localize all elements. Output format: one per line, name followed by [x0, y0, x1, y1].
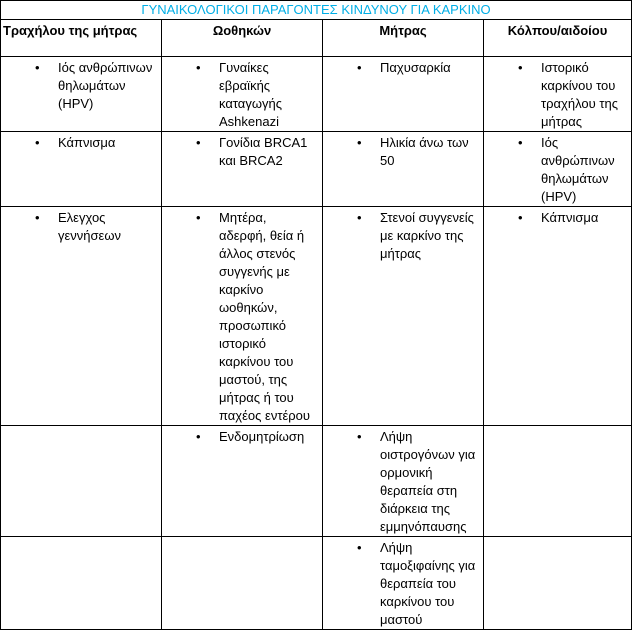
cell-vagina-vulva: [484, 132, 632, 207]
list-item: [162, 59, 322, 131]
bullet-icon: •: [518, 60, 523, 75]
list-item: [1, 59, 161, 113]
cell-uterus: [323, 426, 484, 537]
list-item-text: Γονίδια BRCA1 και BRCA2: [219, 135, 308, 168]
cell-ovaries: [162, 57, 323, 132]
bullet-icon: •: [196, 60, 201, 75]
cell-cervix: [1, 537, 162, 630]
cell-uterus: [323, 57, 484, 132]
list-item-text: Μητέρα, αδερφή, θεία ή άλλος στενός συγγενής με καρκίνο ωοθηκών, προσωπικό ιστορικό καρκίνου του μαστού, της μήτρας ή του παχέος εντέρου: [219, 210, 310, 423]
list-item: [484, 134, 631, 206]
bullet-icon: •: [35, 210, 40, 225]
list-item-text: Λήψη ταμοξιφαίνης για θεραπεία του καρκίνου του μαστού: [380, 540, 476, 627]
bullet-icon: •: [196, 135, 201, 150]
list-item-text: Ιός ανθρώπινων θηλωμάτων (HPV): [541, 135, 615, 204]
list-item: [323, 59, 483, 77]
header-cervix: Τραχήλου της μήτρας: [1, 20, 162, 57]
cell-vagina-vulva: [484, 537, 632, 630]
table-row: [1, 57, 632, 132]
bullet-icon: •: [357, 429, 362, 444]
cell-ovaries: [162, 132, 323, 207]
bullet-icon: •: [357, 60, 362, 75]
cell-vagina-vulva: [484, 57, 632, 132]
cell-ovaries: [162, 537, 323, 630]
list-item-text: Γυναίκες εβραϊκής καταγωγής Ashkenazi: [219, 60, 282, 129]
list-item: [484, 59, 631, 131]
bullet-icon: •: [357, 540, 362, 555]
list-item-text: Ελεγχος γεννήσεων: [58, 210, 121, 243]
list-item: [1, 209, 161, 245]
list-item: [323, 539, 483, 629]
header-vagina-vulva: Κόλπου/αιδοίου: [484, 20, 632, 57]
list-item-text: Στενοί συγγενείς με καρκίνο της μήτρας: [380, 210, 474, 261]
bullet-icon: •: [518, 210, 523, 225]
list-item: [162, 134, 322, 170]
list-item-text: Ιός ανθρώπινων θηλωμάτων (HPV): [58, 60, 153, 111]
cell-cervix: [1, 57, 162, 132]
list-item: [323, 428, 483, 536]
cell-cervix: [1, 426, 162, 537]
cell-uterus: [323, 537, 484, 630]
list-item: [162, 209, 322, 425]
list-item: [323, 209, 483, 263]
list-item: [323, 134, 483, 170]
list-item-text: Παχυσαρκία: [380, 60, 451, 75]
header-uterus: Μήτρας: [323, 20, 484, 57]
list-item-text: Ενδομητρίωση: [219, 429, 305, 444]
bullet-icon: •: [35, 135, 40, 150]
table-title: ΓΥΝΑΙΚΟΛΟΓΙΚΟΙ ΠΑΡΑΓΟΝΤΕΣ ΚΙΝΔΥΝΟΥ ΓΙΑ ΚΑΡΚΙΝΟ: [1, 1, 632, 20]
table-row: [1, 537, 632, 630]
list-item-text: Λήψη οιστρογόνων για ορμονική θεραπεία στη διάρκεια της εμμηνόπαυσης: [380, 429, 476, 534]
cell-uterus: [323, 132, 484, 207]
bullet-icon: •: [518, 135, 523, 150]
cell-cervix: [1, 207, 162, 426]
cell-vagina-vulva: [484, 426, 632, 537]
list-item: [1, 134, 161, 152]
table-row: [1, 207, 632, 426]
bullet-icon: •: [35, 60, 40, 75]
header-ovaries: Ωοθηκών: [162, 20, 323, 57]
list-item-text: Ηλικία άνω των 50: [380, 135, 469, 168]
list-item: [484, 209, 631, 227]
cell-ovaries: [162, 426, 323, 537]
table-row: [1, 132, 632, 207]
bullet-icon: •: [196, 429, 201, 444]
cell-ovaries: [162, 207, 323, 426]
cell-uterus: [323, 207, 484, 426]
list-item: [162, 428, 322, 446]
list-item-text: Ιστορικό καρκίνου του τραχήλου της μήτρας: [541, 60, 618, 129]
list-item-text: Κάπνισμα: [541, 210, 599, 225]
table-row: [1, 426, 632, 537]
list-item-text: Κάπνισμα: [58, 135, 116, 150]
bullet-icon: •: [196, 210, 201, 225]
cell-cervix: [1, 132, 162, 207]
cell-vagina-vulva: [484, 207, 632, 426]
bullet-icon: •: [357, 210, 362, 225]
bullet-icon: •: [357, 135, 362, 150]
